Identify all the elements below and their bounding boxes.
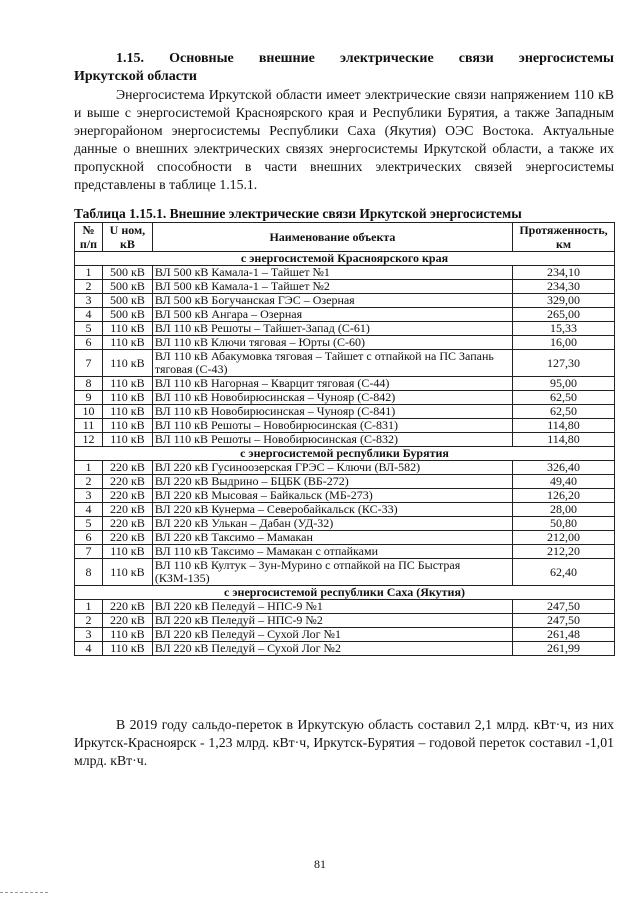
intro-paragraph: Энергосистема Иркутской области имеет электрические связи напряжением 110 кВ и выше с энергосистемой Красноярского края и Республики Бурятия, а также Западным энергорайоном энергосистемы Республики Саха (Якутия) ОЭС Востока. Актуальные данные о внешних электрических связях энергосистемы Иркутской области, а также их пропускной способности в части внешних электрических связей энергосистемы представлены в таблице 1.15.1. [74, 87, 614, 192]
row-voltage: 110 кВ [102, 377, 152, 391]
row-length: 261,99 [513, 642, 615, 656]
heading-word: энергосистемы [518, 51, 614, 66]
section-row [75, 447, 615, 461]
row-length: 114,80 [513, 433, 615, 447]
section-title: с энергосистемой Красноярского края [75, 252, 615, 266]
row-length: 95,00 [513, 377, 615, 391]
row-object-name: ВЛ 110 кВ Решоты – Новобирюсинская (С-831) [152, 419, 512, 433]
row-voltage: 500 кВ [102, 266, 152, 280]
row-voltage: 500 кВ [102, 280, 152, 294]
row-object-name: ВЛ 110 кВ Таксимо – Мамакан с отпайками [152, 545, 512, 559]
row-voltage: 220 кВ [102, 475, 152, 489]
section-title: с энергосистемой республики Бурятия [75, 447, 615, 461]
table-row [75, 517, 615, 531]
row-voltage: 110 кВ [102, 419, 152, 433]
table-row [75, 350, 615, 377]
row-number: 1 [75, 266, 103, 280]
row-voltage: 110 кВ [102, 545, 152, 559]
table-row [75, 419, 615, 433]
row-length: 247,50 [513, 600, 615, 614]
row-object-name: ВЛ 220 кВ Гусиноозерская ГРЭС – Ключи (ВЛ-582) [152, 461, 512, 475]
row-object-name: ВЛ 110 кВ Култук – Зун-Мурино с отпайкой на ПС Быстрая (КЗМ-135) [152, 559, 512, 586]
table-row [75, 377, 615, 391]
section-row [75, 252, 615, 266]
row-voltage: 220 кВ [102, 531, 152, 545]
row-number: 2 [75, 475, 103, 489]
heading-word: Основные [169, 51, 234, 66]
table-row [75, 391, 615, 405]
row-length: 127,30 [513, 350, 615, 377]
row-voltage: 110 кВ [102, 433, 152, 447]
row-object-name: ВЛ 220 кВ Улькан – Дабан (УД-32) [152, 517, 512, 531]
table-row [75, 489, 615, 503]
row-length: 261,48 [513, 628, 615, 642]
row-length: 247,50 [513, 614, 615, 628]
page-number: 81 [314, 857, 326, 871]
summary-paragraph: В 2019 году сальдо-переток в Иркутскую область составил 2,1 млрд. кВт·ч, из них Иркутск-Красноярск - 1,23 млрд. кВт·ч, Иркутск-Бурятия – годовой переток составил -1,01 млрд. кВт·ч. [74, 717, 614, 768]
table-row [75, 336, 615, 350]
row-voltage: 220 кВ [102, 614, 152, 628]
row-number: 6 [75, 336, 103, 350]
row-number: 3 [75, 489, 103, 503]
row-length: 62,50 [513, 391, 615, 405]
section-row [75, 586, 615, 600]
row-object-name: ВЛ 220 кВ Мысовая – Байкальск (МБ-273) [152, 489, 512, 503]
row-length: 49,40 [513, 475, 615, 489]
row-object-name: ВЛ 110 кВ Решоты – Тайшет-Запад (С-61) [152, 322, 512, 336]
row-length: 62,50 [513, 405, 615, 419]
table-row [75, 433, 615, 447]
heading-number: 1.15. [116, 51, 144, 66]
row-object-name: ВЛ 110 кВ Абакумовка тяговая – Тайшет с отпайкой на ПС Запань тяговая (С-43) [152, 350, 512, 377]
row-length: 16,00 [513, 336, 615, 350]
row-number: 11 [75, 419, 103, 433]
row-object-name: ВЛ 500 кВ Богучанская ГЭС – Озерная [152, 294, 512, 308]
row-length: 15,33 [513, 322, 615, 336]
row-object-name: ВЛ 500 кВ Ангара – Озерная [152, 308, 512, 322]
table-row [75, 475, 615, 489]
table-row [75, 322, 615, 336]
row-number: 4 [75, 642, 103, 656]
table-row [75, 628, 615, 642]
row-number: 3 [75, 628, 103, 642]
heading-word: внешние [258, 51, 315, 66]
table-row [75, 461, 615, 475]
table-header-row [75, 223, 615, 252]
row-number: 2 [75, 280, 103, 294]
row-number: 8 [75, 559, 103, 586]
row-number: 4 [75, 308, 103, 322]
row-length: 50,80 [513, 517, 615, 531]
table-row [75, 614, 615, 628]
row-length: 326,40 [513, 461, 615, 475]
row-object-name: ВЛ 110 кВ Ключи тяговая – Юрты (С-60) [152, 336, 512, 350]
row-number: 5 [75, 322, 103, 336]
table-row [75, 266, 615, 280]
header-voltage: U ном, кВ [102, 223, 152, 252]
row-object-name: ВЛ 220 кВ Кунерма – Северобайкальск (КС-33) [152, 503, 512, 517]
row-length: 28,00 [513, 503, 615, 517]
row-voltage: 220 кВ [102, 517, 152, 531]
row-object-name: ВЛ 110 кВ Новобирюсинская – Чунояр (С-841) [152, 405, 512, 419]
table-row [75, 308, 615, 322]
row-voltage: 220 кВ [102, 600, 152, 614]
section-title: с энергосистемой республики Саха (Якутия) [75, 586, 615, 600]
row-number: 9 [75, 391, 103, 405]
row-number: 1 [75, 600, 103, 614]
row-object-name: ВЛ 110 кВ Нагорная – Кварцит тяговая (С-44) [152, 377, 512, 391]
row-voltage: 220 кВ [102, 503, 152, 517]
table-row [75, 642, 615, 656]
row-voltage: 110 кВ [102, 391, 152, 405]
row-voltage: 110 кВ [102, 336, 152, 350]
row-length: 126,20 [513, 489, 615, 503]
row-voltage: 110 кВ [102, 405, 152, 419]
table-body [75, 252, 615, 656]
row-number: 6 [75, 531, 103, 545]
table-row [75, 531, 615, 545]
external-links-table [74, 222, 615, 656]
header-name: Наименование объекта [152, 223, 512, 252]
row-number: 10 [75, 405, 103, 419]
row-object-name: ВЛ 500 кВ Камала-1 – Тайшет №2 [152, 280, 512, 294]
row-length: 62,40 [513, 559, 615, 586]
table-caption: Таблица 1.15.1. Внешние электрические связи Иркутской энергосистемы [74, 206, 522, 221]
row-number: 3 [75, 294, 103, 308]
row-number: 8 [75, 377, 103, 391]
row-voltage: 220 кВ [102, 461, 152, 475]
heading-line-1 [74, 50, 614, 68]
row-number: 7 [75, 350, 103, 377]
row-voltage: 110 кВ [102, 559, 152, 586]
table-row [75, 559, 615, 586]
row-number: 12 [75, 433, 103, 447]
row-length: 212,20 [513, 545, 615, 559]
heading-word: связи [458, 51, 494, 66]
row-length: 329,00 [513, 294, 615, 308]
table-row [75, 503, 615, 517]
row-length: 265,00 [513, 308, 615, 322]
row-object-name: ВЛ 110 кВ Решоты – Новобирюсинская (С-832) [152, 433, 512, 447]
row-object-name: ВЛ 220 кВ Пеледуй – Сухой Лог №2 [152, 642, 512, 656]
row-voltage: 220 кВ [102, 489, 152, 503]
row-object-name: ВЛ 110 кВ Новобирюсинская – Чунояр (С-842) [152, 391, 512, 405]
row-object-name: ВЛ 220 кВ Пеледуй – НПС-9 №1 [152, 600, 512, 614]
row-length: 234,30 [513, 280, 615, 294]
row-voltage: 500 кВ [102, 308, 152, 322]
footer-rule [0, 892, 48, 893]
row-number: 5 [75, 517, 103, 531]
heading-line-2: Иркутской области [74, 69, 197, 84]
row-object-name: ВЛ 220 кВ Пеледуй – НПС-9 №2 [152, 614, 512, 628]
row-object-name: ВЛ 220 кВ Пеледуй – Сухой Лог №1 [152, 628, 512, 642]
table-row [75, 280, 615, 294]
row-length: 234,10 [513, 266, 615, 280]
row-length: 114,80 [513, 419, 615, 433]
row-object-name: ВЛ 220 кВ Таксимо – Мамакан [152, 531, 512, 545]
row-voltage: 110 кВ [102, 322, 152, 336]
header-length: Протяженность, км [513, 223, 615, 252]
header-num: № п/п [75, 223, 103, 252]
row-number: 2 [75, 614, 103, 628]
table-row [75, 405, 615, 419]
row-object-name: ВЛ 220 кВ Выдрино – БЦБК (ВБ-272) [152, 475, 512, 489]
heading-word: электрические [339, 51, 434, 66]
row-number: 1 [75, 461, 103, 475]
row-object-name: ВЛ 500 кВ Камала-1 – Тайшет №1 [152, 266, 512, 280]
row-voltage: 110 кВ [102, 628, 152, 642]
table-row [75, 294, 615, 308]
row-voltage: 500 кВ [102, 294, 152, 308]
row-number: 4 [75, 503, 103, 517]
table-row [75, 600, 615, 614]
section-heading [74, 50, 614, 86]
row-voltage: 110 кВ [102, 642, 152, 656]
row-length: 212,00 [513, 531, 615, 545]
row-voltage: 110 кВ [102, 350, 152, 377]
row-number: 7 [75, 545, 103, 559]
table-row [75, 545, 615, 559]
